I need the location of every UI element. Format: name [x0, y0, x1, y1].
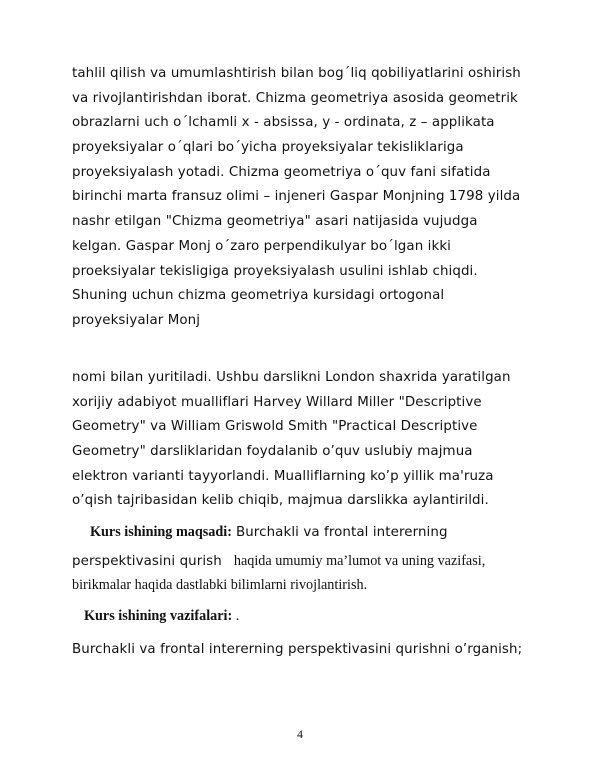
- page-number: 4: [297, 727, 303, 741]
- text-line: elektron varianti tayyorlandi. Mualliflarning ko’p yillik ma'ruza: [72, 468, 494, 484]
- text-line: Geometry" darsliklaridan foydalanib o’quv uslubiy majmua: [72, 444, 473, 460]
- text-line: kelgan. Gaspar Monj o´zaro perpendikulyar bo´lgan ikki: [72, 238, 451, 254]
- paragraph-intro: [72, 62, 521, 334]
- text-line: va rivojlantirishdan iborat. Chizma geometriya asosida geometrik: [72, 90, 518, 106]
- text-line: proyeksiyalar o´qlari bo´yicha proyeksiyalar tekisliklariga: [72, 140, 464, 156]
- text-line: nomi bilan yuritiladi. Ushbu darslikni London shaxrida yaratilgan: [72, 370, 511, 385]
- goal-line-2: [72, 552, 485, 571]
- tasks-suffix: .: [232, 608, 240, 624]
- tasks-label: Kurs ishining vazifalari:: [84, 608, 233, 624]
- goal-desc-part1: haqida umumiy ma’lumot va uning vazifasi,: [233, 553, 486, 569]
- text-line: nashr etilgan "Chizma geometriya" asari natijasida vujudga: [72, 214, 478, 230]
- text-line: Shuning uchun chizma geometriya kursidagi ortogonal: [72, 288, 445, 304]
- task-item-1: Burchakli va frontal intererning perspektivasini qurishni o’rganish;: [72, 642, 523, 657]
- text-line: proeksiyalar tekisligiga proyeksiyalash usulini ishlab chiqdi.: [72, 263, 478, 279]
- text-line: o’qish tajribasidan kelib chiqib, majmua darslikka aylantirildi.: [72, 493, 489, 509]
- text-line: birinchi marta fransuz olimi – injeneri Gaspar Monjning 1798 yilda: [72, 189, 521, 205]
- goal-title-part1: Burchakli va frontal intererning: [235, 525, 448, 540]
- goal-desc-part2: birikmalar haqida dastlabki bilimlarni rivojlantirish.: [72, 577, 368, 593]
- text-line: tahlil qilish va umumlashtirish bilan bog´liq qobiliyatlarini oshirish: [72, 66, 521, 81]
- text-line: proyeksiyalash yotadi. Chizma geometriya o´quv fani sifatida: [72, 164, 491, 180]
- text-line: obrazlarni uch o´lchamli x - absissa, y - ordinata, z – applikata: [72, 115, 495, 131]
- text-line: xorijiy adabiyot mualliflari Harvey Willard Miller "Descriptive: [72, 394, 482, 410]
- paragraph-sources: [72, 366, 511, 514]
- text-line: proyeksiyalar Monj: [72, 312, 201, 328]
- tasks-line: [84, 607, 239, 625]
- goal-label: Kurs ishining maqsadi:: [90, 524, 232, 540]
- goal-line-1: [90, 523, 448, 542]
- goal-title-part2: perspektivasini qurish: [72, 554, 222, 569]
- text-line: Geometry" va William Griswold Smith "Practical Descriptive: [72, 419, 478, 435]
